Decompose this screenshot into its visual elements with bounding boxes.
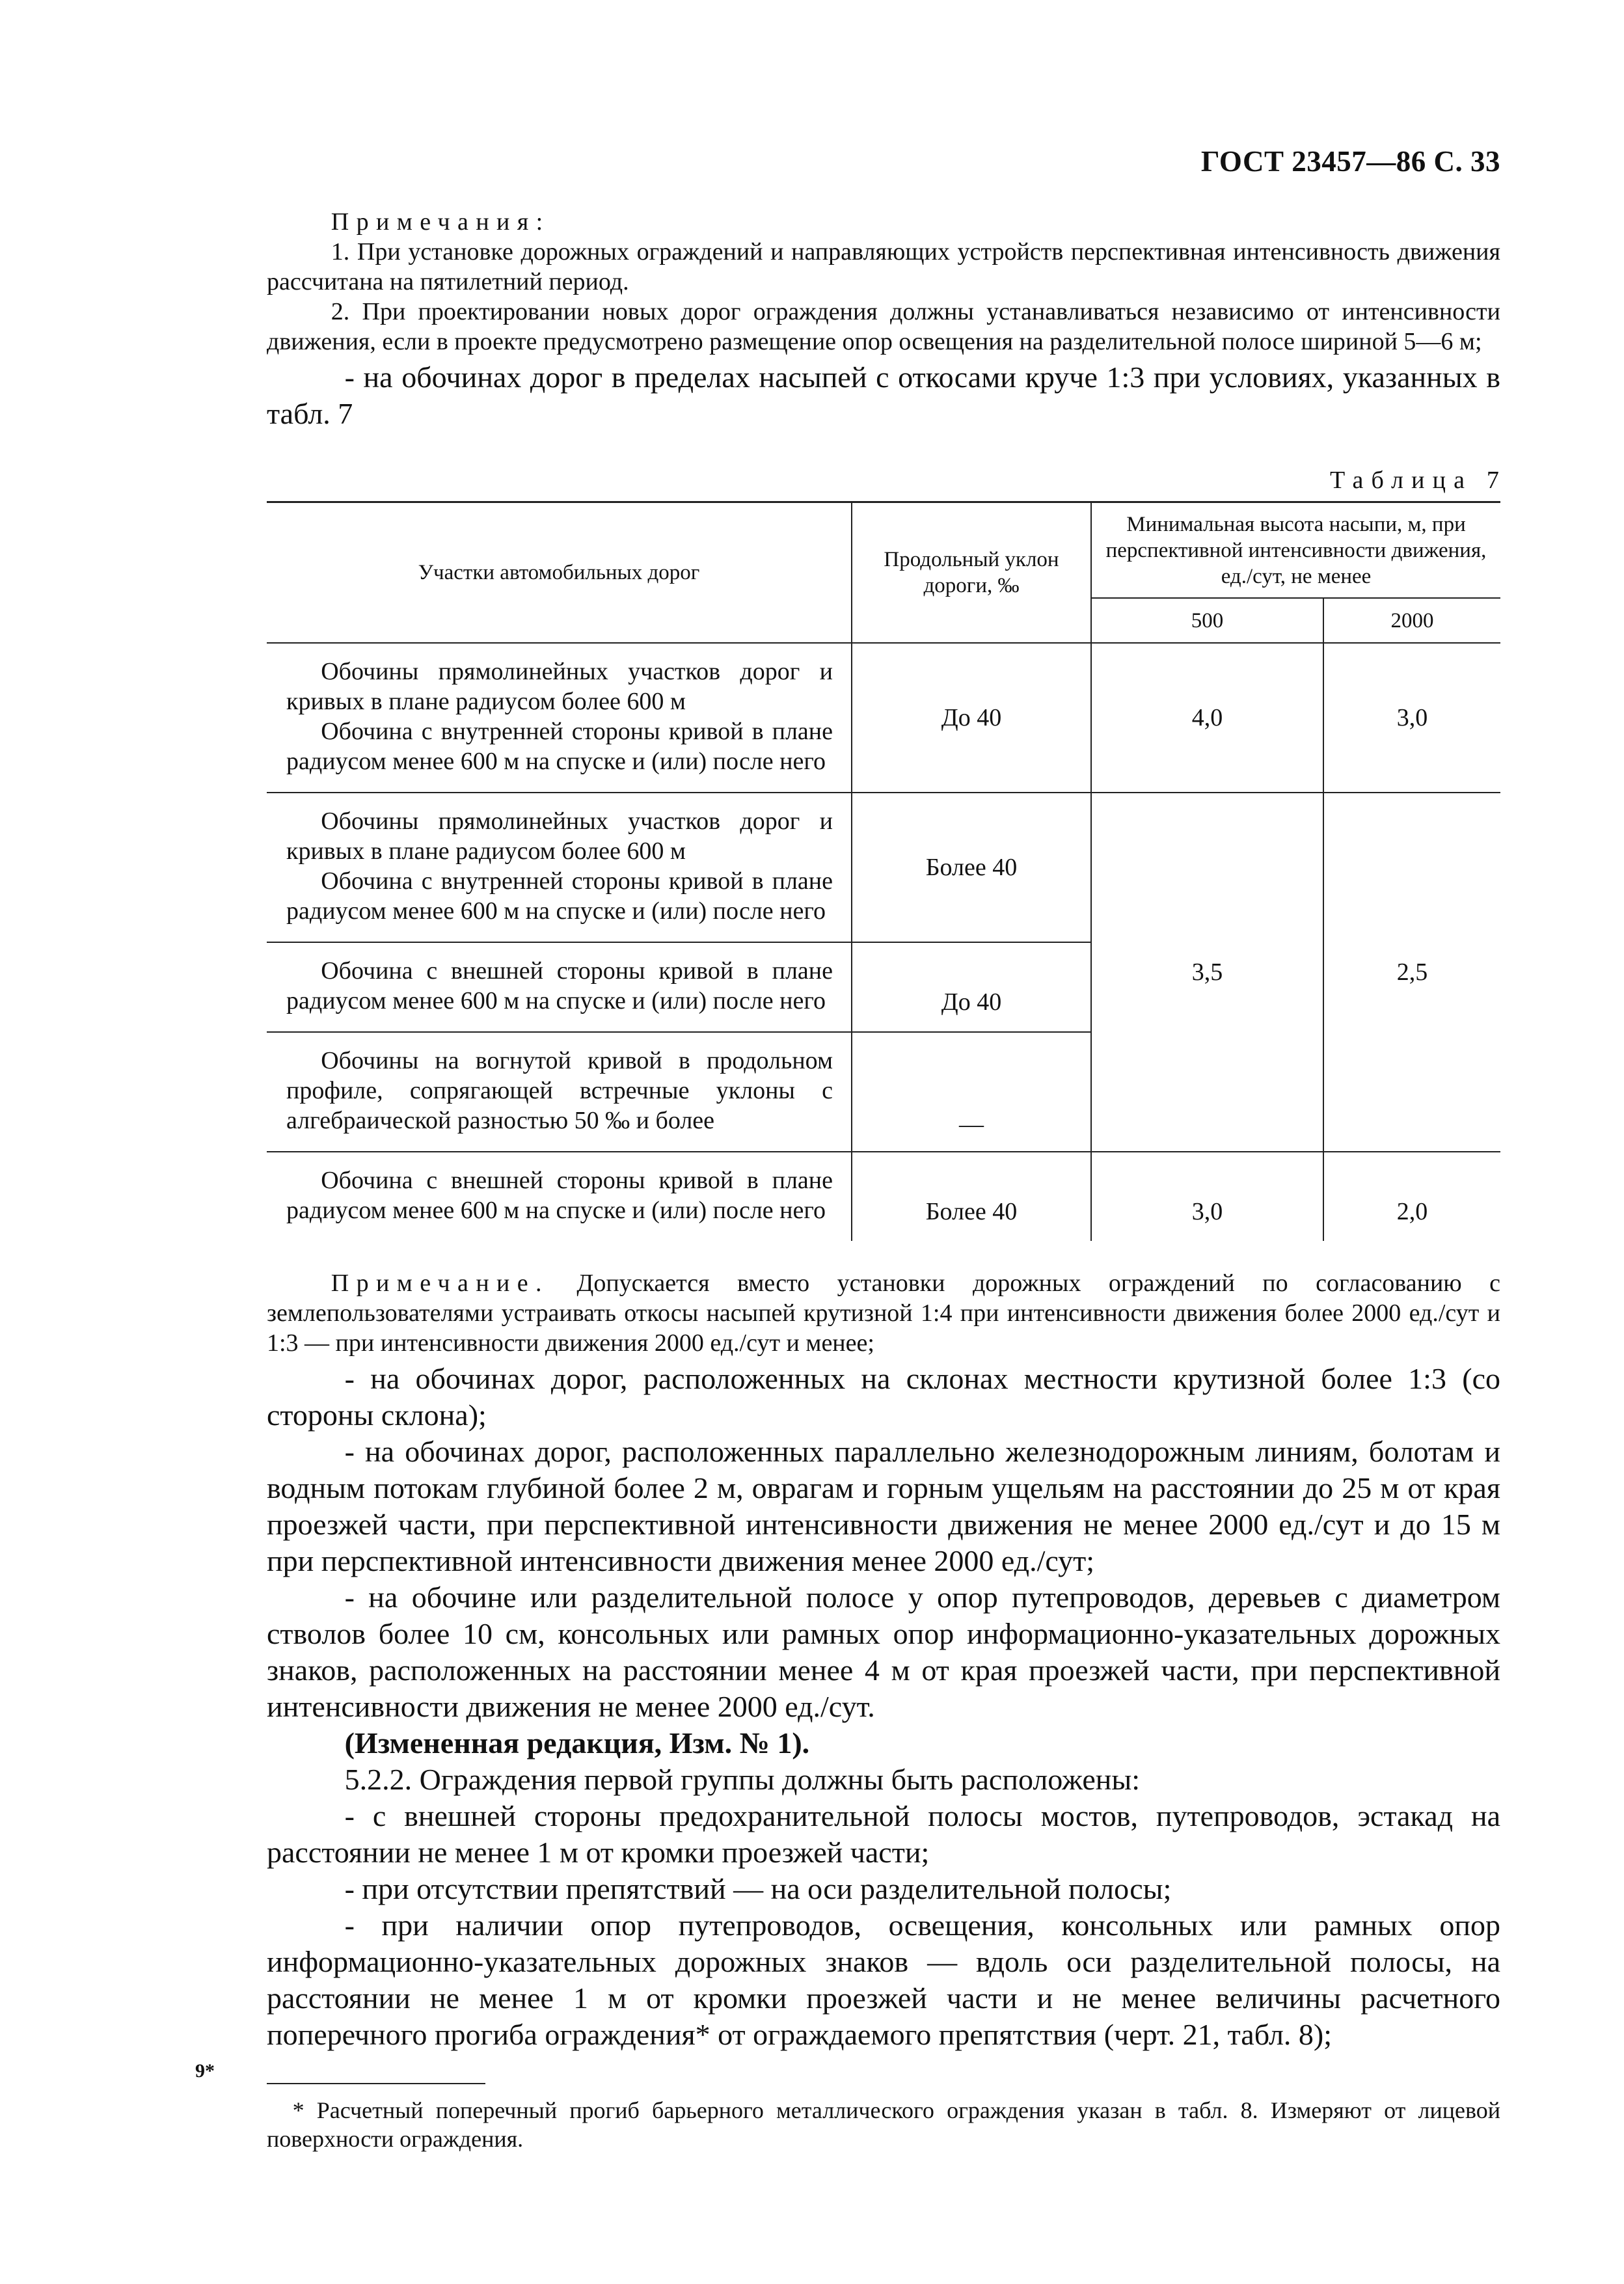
footnote: * Расчетный поперечный прогиб барьерного металлического ограждения указан в табл. 8. Измеряют от лицевой поверхности ограждения. bbox=[267, 2097, 1500, 2152]
row-3-text: Обочина с внешней стороны кривой в плане радиусом менее 600 м на спуске и (или) после него bbox=[267, 942, 852, 1032]
row-5-slope: Более 40 bbox=[852, 1152, 1091, 1241]
row-1-slope: До 40 bbox=[852, 643, 1091, 793]
intro-text: - на обочинах дорог в пределах насыпей с откосами круче 1:3 при условиях, указанных в табл. 7 bbox=[267, 360, 1500, 430]
table-header-2000: 2000 bbox=[1323, 598, 1500, 643]
revision-note: (Измененная редакция, Изм. № 1). bbox=[344, 1726, 810, 1760]
table-header-slope: Продольный уклон дороги, ‰ bbox=[852, 502, 1091, 644]
section-item-3: - при наличии опор путепроводов, освещения, консольных или рамных опор информационно-указательных дорожных знаков — вдоль оси разделительной полосы, на расстоянии не менее 1 м от кромки проезжей части и не менее величины расчетного поперечного прогиба ограждения* от ограждаемого препятствия (черт. 21, табл. 8); bbox=[267, 1909, 1500, 2051]
row-5-text: Обочина с внешней стороны кривой в плане радиусом менее 600 м на спуске и (или) после него bbox=[286, 1167, 833, 1224]
table-row bbox=[267, 643, 1500, 793]
paragraph-2: - на обочинах дорог, расположенных параллельно железнодорожным линиям, болотам и водным потокам глубиной более 2 м, оврагам и горным ущельям на расстоянии до 25 м от края проезжей части, при перспективной интенсивности движения не менее 2000 ед./сут и до 15 м при перспективной интенсивности движения менее 2000 ед./сут; bbox=[267, 1435, 1500, 1577]
row-4-slope: — bbox=[852, 1032, 1091, 1152]
page-header: ГОСТ 23457—86 С. 33 bbox=[1200, 145, 1500, 178]
row-5-h500: 3,0 bbox=[1091, 1152, 1323, 1241]
note-2-text: Допускается вместо установки дорожных ограждений по согласованию с землепользователями устраивать откосы насыпей крутизной 1:4 при интенсивности движения более 2000 ед./сут и 1:3 — при интенсивности движения 2000 ед./сут и менее; bbox=[267, 1270, 1500, 1357]
row-1-h500: 4,0 bbox=[1091, 643, 1323, 793]
table-header-sections: Участки автомобильных дорог bbox=[267, 502, 852, 644]
paragraph-1: - на обочинах дорог, расположенных на склонах местности крутизной более 1:3 (со стороны склона); bbox=[267, 1362, 1500, 1432]
row-2-text-2: Обочина с внутренней стороны кривой в плане радиусом менее 600 м на спуске и (или) после него bbox=[286, 867, 833, 925]
footnote-divider bbox=[267, 2083, 485, 2084]
row-3-slope: До 40 bbox=[852, 942, 1091, 1032]
row-1-text-2: Обочина с внутренней стороны кривой в плане радиусом менее 600 м на спуске и (или) после него bbox=[286, 718, 833, 775]
page-mark: 9* bbox=[195, 2060, 215, 2082]
table-row bbox=[267, 793, 1500, 942]
row-4-text: Обочины на вогнутой кривой в продольном профиле, сопрягающей встречные уклоны с алгебраической разностью 50 ‰ и более bbox=[267, 1032, 852, 1152]
section-item-2: - при отсутствии препятствий — на оси разделительной полосы; bbox=[344, 1872, 1172, 1905]
row-2-text-1: Обочины прямолинейных участков дорог и кривых в плане радиусом более 600 м bbox=[286, 808, 833, 865]
row-2-h2000: 2,5 bbox=[1323, 793, 1500, 1152]
row-1-h2000: 3,0 bbox=[1323, 643, 1500, 793]
row-2-h500: 3,5 bbox=[1091, 793, 1323, 1152]
table-header-500: 500 bbox=[1091, 598, 1323, 643]
section-title: 5.2.2. Ограждения первой группы должны быть расположены: bbox=[344, 1763, 1141, 1796]
table-row bbox=[267, 1152, 1500, 1241]
table-header-height: Минимальная высота насыпи, м, при перспективной интенсивности движения, ед./сут, не менее bbox=[1091, 502, 1500, 599]
row-2-slope: Более 40 bbox=[852, 793, 1091, 942]
section-item-1: - с внешней стороны предохранительной полосы мостов, путепроводов, эстакад на расстоянии не менее 1 м от кромки проезжей части; bbox=[267, 1799, 1500, 1869]
table-caption: Таблица 7 bbox=[1330, 467, 1507, 494]
table-7 bbox=[267, 501, 1500, 1241]
note-item-2: 2. При проектировании новых дорог ограждения должны устанавливаться независимо от интенсивности движения, если в проекте предусмотрено размещение опор освещения на разделительной полосе шириной 5—6 м; bbox=[267, 298, 1500, 355]
note-item-1: 1. При установке дорожных ограждений и направляющих устройств перспективная интенсивность движения рассчитана на пятилетний период. bbox=[267, 238, 1500, 295]
page-content bbox=[267, 207, 1507, 2153]
note-2 bbox=[267, 1268, 1500, 1358]
paragraph-3: - на обочине или разделительной полосе у опор путепроводов, деревьев с диаметром стволов более 10 см, консольных или рамных опор информационно-указательных дорожных знаков, расположенных на расстоянии менее 4 м от края проезжей части, при перспективной интенсивности движения не менее 2000 ед./сут. bbox=[267, 1581, 1500, 1723]
row-1-text-1: Обочины прямолинейных участков дорог и кривых в плане радиусом более 600 м bbox=[286, 658, 833, 715]
row-5-h2000: 2,0 bbox=[1323, 1152, 1500, 1241]
notes-heading: Примечания: bbox=[331, 208, 550, 236]
note-2-label: Примечание. bbox=[331, 1270, 549, 1297]
